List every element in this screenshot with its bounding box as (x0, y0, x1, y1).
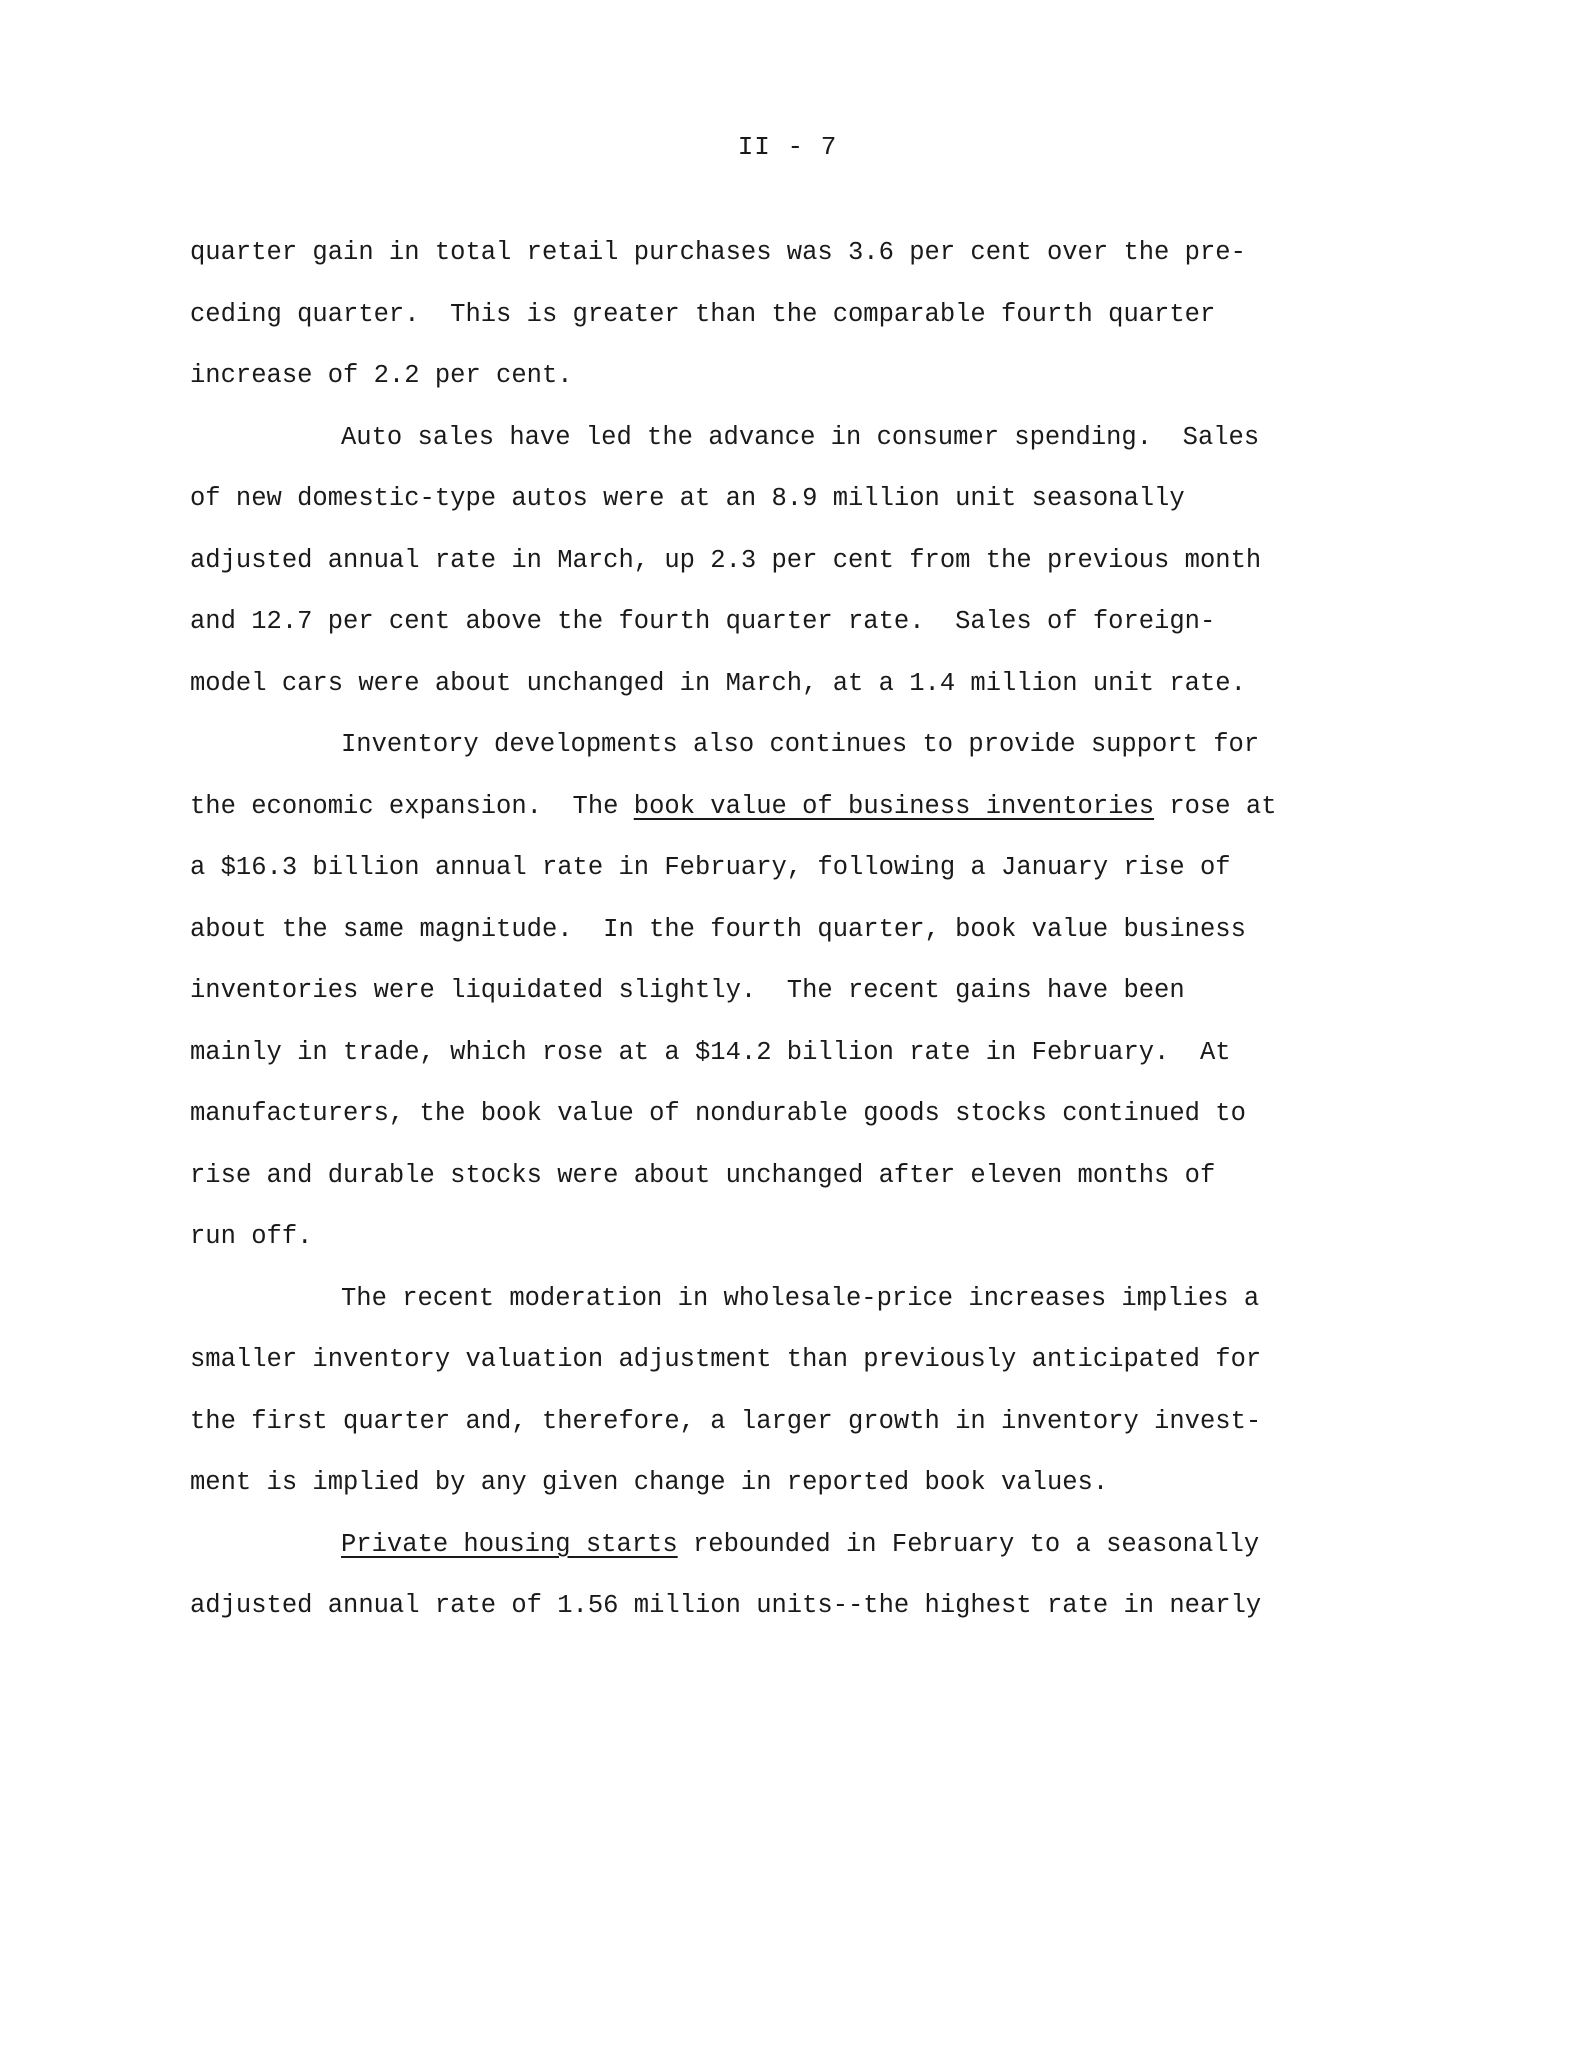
text-line: inventories were liquidated slightly. The recent gains have been (190, 976, 1185, 1005)
text-segment: rebounded in February to a seasonally (677, 1529, 1260, 1559)
text-line (190, 776, 1340, 838)
text-line: quarter gain in total retail purchases was 3.6 per cent over the pre- (190, 238, 1246, 267)
text-line: adjusted annual rate of 1.56 million units--the highest rate in nearly (190, 1591, 1262, 1620)
paragraph-housing-starts (190, 1514, 1340, 1637)
paragraph-retail-sales (190, 222, 1340, 407)
body-text (190, 222, 1340, 1637)
page-number: II - 7 (737, 132, 838, 162)
text-line: Auto sales have led the advance in consumer spending. Sales (341, 422, 1260, 452)
text-line: ment is implied by any given change in reported book values. (190, 1468, 1109, 1497)
text-segment: the economic expansion. The (190, 791, 634, 821)
text-line (190, 1514, 1340, 1576)
text-line: the first quarter and, therefore, a larger growth in inventory invest- (190, 1406, 1262, 1436)
underlined-topic-inventories: book value of business inventories (633, 791, 1155, 821)
paragraph-wholesale-prices (190, 1268, 1340, 1514)
text-line: mainly in trade, which rose at a $14.2 billion rate in February. At (190, 1037, 1231, 1067)
text-line: manufacturers, the book value of nondurable goods stocks continued to (190, 1099, 1246, 1128)
text-line: smaller inventory valuation adjustment than previously anticipated for (190, 1345, 1262, 1374)
text-line: Inventory developments also continues to provide support for (341, 730, 1260, 759)
text-line: The recent moderation in wholesale-price increases implies a (341, 1283, 1260, 1313)
paragraph-auto-sales (190, 407, 1340, 715)
underlined-topic-housing-starts: Private housing starts (341, 1529, 678, 1559)
text-line: of new domestic-type autos were at an 8.9 million unit seasonally (190, 484, 1185, 513)
text-segment: rose at (1154, 791, 1277, 821)
text-line: ceding quarter. This is greater than the comparable fourth quarter (190, 299, 1216, 329)
text-line: rise and durable stocks were about unchanged after eleven months of (190, 1160, 1216, 1190)
text-line: a $16.3 billion annual rate in February, following a January rise of (190, 853, 1231, 882)
text-line: model cars were about unchanged in March, at a 1.4 million unit rate. (190, 668, 1246, 698)
paragraph-inventory (190, 714, 1340, 1268)
text-line: about the same magnitude. In the fourth quarter, book value business (190, 914, 1246, 944)
text-line: adjusted annual rate in March, up 2.3 per cent from the previous month (190, 545, 1262, 575)
text-line: run off. (190, 1222, 313, 1251)
text-line: increase of 2.2 per cent. (190, 361, 573, 390)
text-line: and 12.7 per cent above the fourth quarter rate. Sales of foreign- (190, 607, 1216, 636)
